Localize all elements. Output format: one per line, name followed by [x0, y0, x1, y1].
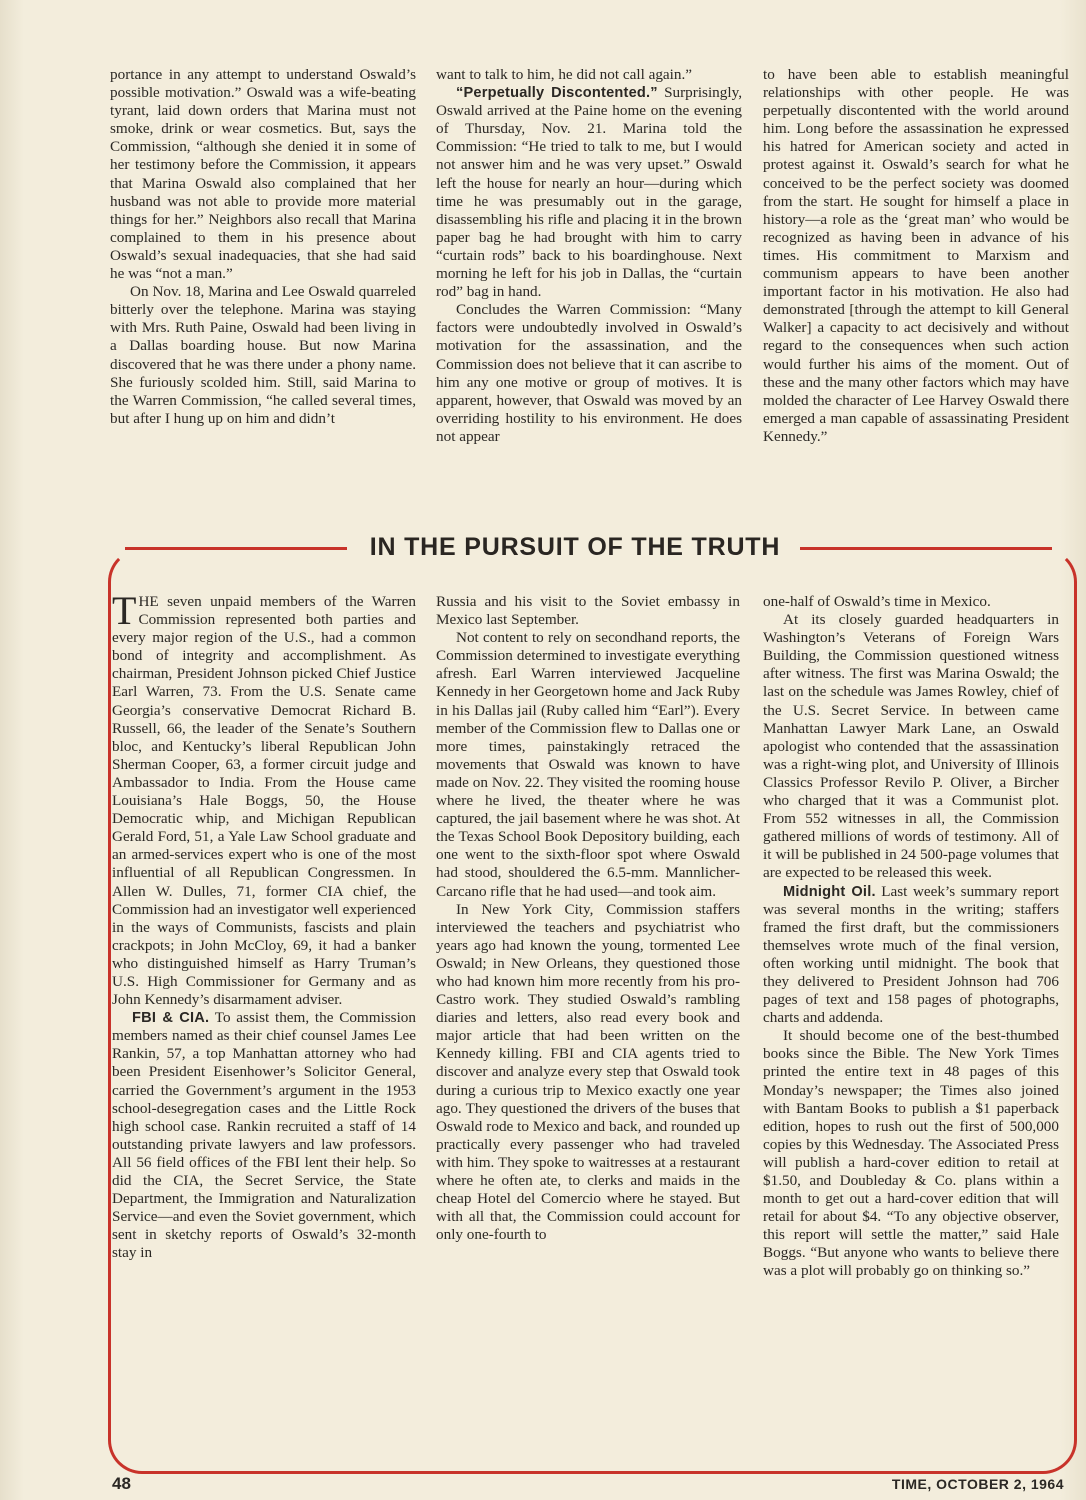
paragraph: It should become one of the best-thumbed books since the Bible. The New York Times printed the entire text in 48 pages of this Monday’s newspaper; the Times also joined with Bantam Books to publish a $1 paperback edition, hopes to rush out the first of 500,000 copies by this Wednesday. The Associated Press will publish a hard-cover edition to retail at $1.50, and Doubleday & Co. plans within a month to get out a hard-cover edition that will retail for about $4. “To any objective observer, this report will settle the matter,” said Hale Boggs. “But anyone who wants to believe there was a plot will probably go on thinking so.” — [763, 1027, 1059, 1280]
sidebar-column-3 — [763, 593, 1059, 1281]
heading-rule-right — [800, 547, 1052, 550]
page-number: 48 — [112, 1474, 131, 1493]
paragraph: At its closely guarded headquarters in Washington’s Veterans of Foreign Wars Building, the Commission questioned witness after witness. The first was Marina Oswald; the last on the schedule was James Rowley, chief of the U.S. Secret Service. In between came Manhattan Lawyer Mark Lane, an Oswald apologist who contended that the assassination was a right-wing plot, and University of Illinois Classics Professor Revilo P. Oliver, a Bircher who charged that it was a Communist plot. From 552 witnesses in all, the Commission gathered millions of words of testimony. All of it will be published in 24 500-page volumes that are expected to be released this week. — [763, 611, 1059, 882]
subhead-perpetually-discontented: “Perpetually Discontented.” — [456, 85, 658, 102]
paragraph: Concludes the Warren Commission: “Many factors were undoubtedly involved in Oswald’s motivation for the assassination, and the Commission does not believe that it can ascribe to him any one motive or group of motives. It is apparent, however, that Oswald was moved by an overriding hostility to his environment. He does not appear — [436, 301, 742, 445]
paragraph: want to talk to him, he did not call again.” — [436, 66, 693, 83]
paragraph — [436, 84, 742, 301]
paragraph: Russia and his visit to the Soviet embassy in Mexico last September. — [436, 593, 740, 629]
sidebar-heading: IN THE PURSUIT OF THE TRUTH — [369, 533, 781, 561]
paragraph — [763, 883, 1059, 1028]
paragraph: Not content to rely on secondhand reports, the Commission determined to investigate everything afresh. Earl Warren interviewed Jacqueline Kennedy in her Georgetown home and Jack Ruby in his Dallas jail (Ruby called him “Earl”). Every member of the Commission flew to Dallas one or more times, painstakingly retraced the movements that Oswald was known to have made on Nov. 22. They visited the rooming house where he lived, the theater where he was captured, the jail basement where he was shot. At the Texas School Book Depository building, each one went to the sixth-floor spot where Oswald had stood, shouldered the 6.5-mm. Mannlicher-Carcano rifle that he had used—and took aim. — [436, 629, 740, 900]
subhead-fbi-cia: FBI & CIA. — [132, 1010, 210, 1027]
paragraph: one-half of Oswald’s time in Mexico. — [763, 593, 991, 610]
paragraph-text: Last week’s summary report was several months in the writing; staffers framed the first draft, but the commissioners themselves wrote much of the final version, often working until midnight. The book that they delivered to President Johnson had 706 pages of text and 158 pages of photographs, charts and addenda. — [763, 882, 1059, 1027]
publication-line: TIME, OCTOBER 2, 1964 — [891, 1476, 1064, 1492]
heading-rule-left — [125, 547, 347, 550]
paragraph — [112, 1009, 416, 1262]
upper-column-3 — [763, 66, 1069, 446]
upper-column-2 — [436, 66, 742, 446]
upper-column-1 — [110, 66, 416, 428]
sidebar-column-2 — [436, 593, 740, 1244]
paragraph: to have been able to establish meaningful relationships with other people. He was perpetually discontented with the world around him. Long before the assassination he expressed his hatred for American society and acted in protest against it. Oswald’s search for what he conceived to be the perfect society was doomed from the start. He sought for himself a place in history—a role as the ‘great man’ who would be recognized as having been in advance of his times. His commitment to Marxism and communism appears to have been another important factor in his motivation. He also had demonstrated [through the attempt to kill General Walker] a capacity to act decisively and without regard to the consequences when such action would further his aims of the moment. Out of these and the many other factors which may have molded the character of Lee Harvey Oswald there emerged a man capable of assassinating President Kennedy.” — [763, 66, 1069, 445]
paragraph-text: Surprisingly, Oswald arrived at the Paine home on the evening of Thursday, Nov. 21. Marina told the Commission: “He tried to talk to me, but I would not answer him and he was very upset.” Oswald left the house for nearly an hour—during which time he was presumably out in the garage, disassembling his rifle and placing it in the brown paper bag he had brought with him to carry “curtain rods” back to his boardinghouse. Next morning he left for his job in Dallas, the “curtain rod” bag in hand. — [436, 84, 742, 301]
sidebar-column-1 — [112, 588, 416, 1262]
paragraph-text: HE seven unpaid members of the Warren Commission represented both parties and every major region of the U.S., had a common bond of integrity and accomplishment. As chairman, President Johnson picked Chief Justice Earl Warren, 73. From the U.S. Senate came Georgia’s conservative Democrat Richard B. Russell, 66, the leader of the Senate’s Southern bloc, and Kentucky’s liberal Republican John Sherman Cooper, 63, a former circuit judge and Ambassador to India. From the House came Louisiana’s Hale Boggs, 50, the House Democratic whip, and Michigan Republican Gerald Ford, 51, a Yale Law School graduate and an armed-services expert who is one of the most influential of all Republican Congressmen. In Allen W. Dulles, 71, former CIA chief, the Commission had an investigator well experienced in the ways of Communists, fascists and plain crackpots; in John McCloy, 69, it had a banker who distinguished himself as Harry Truman’s U.S. High Commissioner for Germany and as John Kennedy’s disarmament adviser. — [112, 593, 416, 1009]
drop-cap: T — [112, 588, 137, 633]
paragraph: In New York City, Commission staffers interviewed the teachers and psychiatrist who years ago had known the young, tormented Lee Oswald; in New Orleans, they questioned those who had known him more recently from his pro-Castro work. They studied Oswald’s rambling diaries and letters, also read every book and major article that had been written on the Kennedy killing. FBI and CIA agents tried to discover and analyze every step that Oswald took during a curious trip to Mexico exactly one year ago. They questioned the drivers of the buses that Oswald rode to Mexico and back, and rounded up practically every passenger who had traveled with him. They spoke to waitresses at a restaurant where he often ate, to clerks and maids in the cheap Hotel del Comercio where he stayed. But with all that, the Commission could account for only one-fourth to — [436, 900, 740, 1244]
paragraph — [112, 588, 416, 1009]
paragraph: portance in any attempt to understand Oswald’s possible motivation.” Oswald was a wife-beating tyrant, laid down orders that Marina must not smoke, drink or wear cosmetics. But, says the Commission, “although she denied it in some of her testimony before the Commission, it appears that Marina Oswald also complained that her husband was not able to provide more material things for her.” Neighbors also recall that Marina complained to them in his presence about Oswald’s sexual inadequacies, that she had said he was “not a man.” — [110, 66, 416, 283]
subhead-midnight-oil: Midnight Oil. — [783, 883, 876, 900]
paragraph-text: To assist them, the Commission members named as their chief counsel James Lee Rankin, 57, a top Manhattan attorney who had been President Eisenhower’s Solicitor General, carried the Government’s argument in the 1953 school-desegregation cases and the Little Rock high school case. Rankin recruited a staff of 14 outstanding private lawyers and law professors. All 56 field offices of the FBI lent their help. So did the CIA, the Secret Service, the State Department, the Immigration and Naturalization Service—and even the Soviet government, which sent in sketchy reports of Oswald’s 32-month stay in — [112, 1009, 416, 1262]
paragraph: On Nov. 18, Marina and Lee Oswald quarreled bitterly over the telephone. Marina was staying with Mrs. Ruth Paine, Oswald had been living in a Dallas boarding house. But now Marina discovered that he was there under a phony name. She furiously scolded him. Still, said Marina to the Warren Commission, “he called several times, but after I hung up on him and didn’t — [110, 283, 416, 427]
